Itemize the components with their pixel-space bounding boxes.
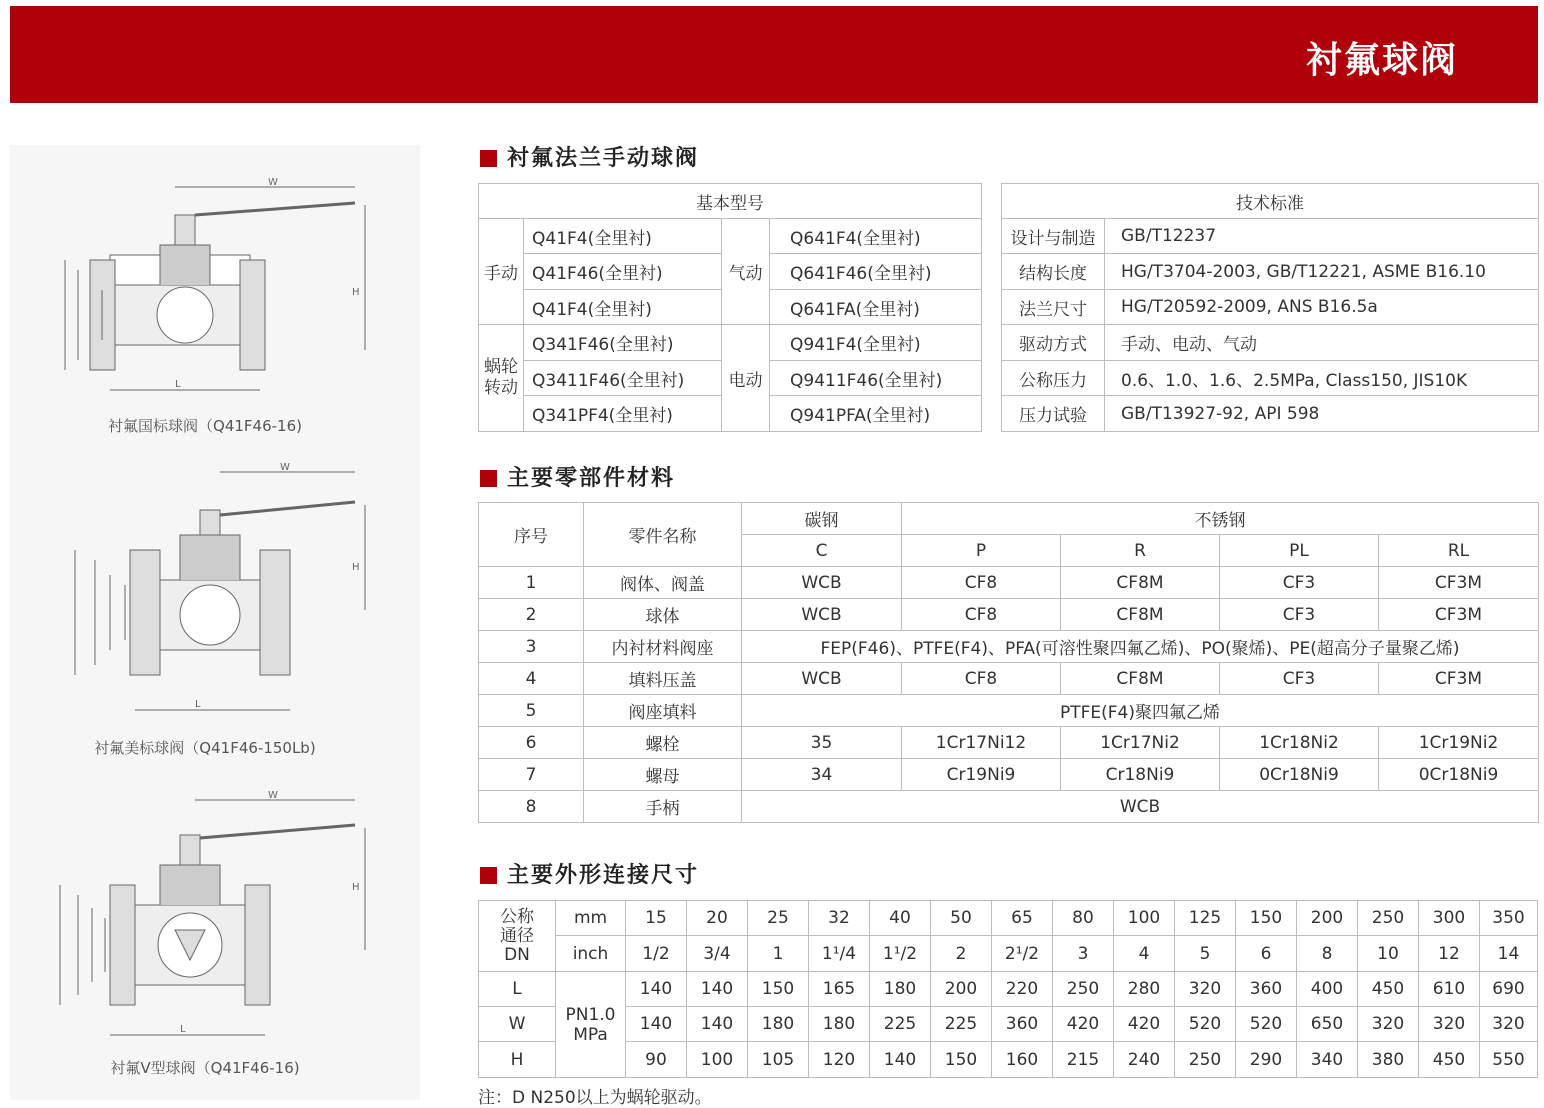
row-no: 4 bbox=[479, 663, 584, 695]
dim-cell: 2 bbox=[931, 936, 992, 972]
row-label: W bbox=[479, 1007, 556, 1042]
dim-cell: 15 bbox=[626, 901, 687, 936]
part-name: 螺母 bbox=[584, 759, 742, 791]
part-name: 手柄 bbox=[584, 791, 742, 823]
dim-cell: 32 bbox=[809, 901, 870, 936]
group-label: 气动 bbox=[722, 219, 770, 325]
model-cell: Q941F4(全里衬) bbox=[770, 325, 982, 361]
svg-text:W: W bbox=[268, 177, 278, 188]
row-no: 1 bbox=[479, 567, 584, 599]
group-label: 蜗轮 转动 bbox=[479, 325, 524, 432]
model-cell: Q341F46(全里衬) bbox=[524, 325, 722, 361]
dim-cell: 140 bbox=[687, 972, 748, 1007]
material-cell: CF3M bbox=[1379, 567, 1539, 599]
standard-value: 0.6、1.0、1.6、2.5MPa, Class150, JIS10K bbox=[1105, 361, 1539, 396]
valve-diagram-1 bbox=[10, 175, 420, 435]
footnote: 注：D N250以上为蜗轮驱动。 bbox=[478, 1088, 712, 1108]
dim-cell: 150 bbox=[931, 1042, 992, 1078]
model-cell: Q41F46(全里衬) bbox=[524, 254, 722, 290]
section-marker bbox=[480, 470, 497, 487]
page-title: 衬氟球阀 bbox=[1305, 40, 1458, 81]
svg-text:L: L bbox=[195, 699, 201, 710]
row-no: 6 bbox=[479, 727, 584, 759]
standard-value: GB/T12237 bbox=[1105, 219, 1539, 254]
material-cell: CF3M bbox=[1379, 599, 1539, 631]
dim-cell: 140 bbox=[626, 1007, 687, 1042]
dim-cell: 3 bbox=[1053, 936, 1114, 972]
dim-cell: 520 bbox=[1236, 1007, 1297, 1042]
valve-diagram-3 bbox=[10, 790, 420, 1090]
valve-drawing-2 bbox=[10, 460, 420, 760]
standard-key: 结构长度 bbox=[1002, 254, 1105, 290]
header-banner bbox=[10, 6, 1538, 103]
row-no: 2 bbox=[479, 599, 584, 631]
material-cell: WCB bbox=[742, 567, 902, 599]
material-cell: CF8M bbox=[1061, 567, 1220, 599]
valve-drawing-1 bbox=[10, 175, 420, 435]
dim-cell: 180 bbox=[809, 1007, 870, 1042]
dim-cell: 420 bbox=[1114, 1007, 1175, 1042]
drawing-caption-2: 衬氟美标球阀（Q41F46-150Lb) bbox=[94, 739, 316, 757]
svg-text:W: W bbox=[268, 790, 278, 801]
drawing-caption-1: 衬氟国标球阀（Q41F46-16) bbox=[108, 417, 302, 435]
part-name: 阀体、阀盖 bbox=[584, 567, 742, 599]
unit-label: inch bbox=[556, 936, 626, 972]
grade-header: R bbox=[1061, 535, 1220, 567]
standard-key: 法兰尺寸 bbox=[1002, 290, 1105, 325]
valve-drawing-3 bbox=[10, 790, 420, 1090]
row-no: 8 bbox=[479, 791, 584, 823]
dn-label: 公称 通径 DN bbox=[479, 901, 556, 972]
model-cell: Q641F4(全里衬) bbox=[770, 219, 982, 254]
material-cell: Cr18Ni9 bbox=[1061, 759, 1220, 791]
svg-text:W: W bbox=[280, 462, 290, 473]
grade-header: P bbox=[902, 535, 1061, 567]
standard-key: 驱动方式 bbox=[1002, 325, 1105, 361]
group-label: 电动 bbox=[722, 325, 770, 432]
dim-cell: 5 bbox=[1175, 936, 1236, 972]
section-marker bbox=[480, 867, 497, 884]
part-name: 内衬材料阀座 bbox=[584, 631, 742, 663]
row-no: 7 bbox=[479, 759, 584, 791]
section-title-models bbox=[480, 141, 699, 172]
dim-cell: 125 bbox=[1175, 901, 1236, 936]
dim-cell: 20 bbox=[687, 901, 748, 936]
header-no: 序号 bbox=[479, 503, 584, 567]
dim-cell: 180 bbox=[748, 1007, 809, 1042]
dim-cell: 690 bbox=[1480, 972, 1538, 1007]
dim-cell: 10 bbox=[1358, 936, 1419, 972]
dim-cell: 50 bbox=[931, 901, 992, 936]
standard-value: 手动、电动、气动 bbox=[1105, 325, 1539, 361]
material-span-cell: FEP(F46)、PTFE(F4)、PFA(可溶性聚四氟乙烯)、PO(聚烯)、PE(超高分子量聚乙烯) bbox=[742, 631, 1539, 663]
dim-cell: 1¹/2 bbox=[870, 936, 931, 972]
part-name: 螺栓 bbox=[584, 727, 742, 759]
dim-cell: 25 bbox=[748, 901, 809, 936]
part-name: 阀座填料 bbox=[584, 695, 742, 727]
material-cell: CF3 bbox=[1220, 663, 1379, 695]
material-cell: Cr19Ni9 bbox=[902, 759, 1061, 791]
dim-cell: 400 bbox=[1297, 972, 1358, 1007]
dim-cell: 550 bbox=[1480, 1042, 1538, 1078]
dim-cell: 250 bbox=[1053, 972, 1114, 1007]
dim-cell: 165 bbox=[809, 972, 870, 1007]
model-cell: Q9411F46(全里衬) bbox=[770, 361, 982, 396]
svg-text:H: H bbox=[352, 882, 360, 893]
dim-cell: 240 bbox=[1114, 1042, 1175, 1078]
material-cell: 35 bbox=[742, 727, 902, 759]
dim-cell: 350 bbox=[1480, 901, 1538, 936]
material-cell: 0Cr18Ni9 bbox=[1220, 759, 1379, 791]
dim-cell: 450 bbox=[1419, 1042, 1480, 1078]
dim-cell: 1 bbox=[748, 936, 809, 972]
dim-cell: 90 bbox=[626, 1042, 687, 1078]
row-label: L bbox=[479, 972, 556, 1007]
row-no: 3 bbox=[479, 631, 584, 663]
standards-header: 技术标准 bbox=[1002, 184, 1539, 219]
dim-cell: 290 bbox=[1236, 1042, 1297, 1078]
model-cell: Q941PFA(全里衬) bbox=[770, 396, 982, 432]
dim-cell: 140 bbox=[626, 972, 687, 1007]
dim-cell: 100 bbox=[687, 1042, 748, 1078]
row-no: 5 bbox=[479, 695, 584, 727]
dim-cell: 225 bbox=[870, 1007, 931, 1042]
material-cell: CF8M bbox=[1061, 599, 1220, 631]
material-cell: 1Cr19Ni2 bbox=[1379, 727, 1539, 759]
model-cell: Q641FA(全里衬) bbox=[770, 290, 982, 325]
drawing-caption-3: 衬氟V型球阀（Q41F46-16) bbox=[110, 1059, 300, 1077]
dim-cell: 40 bbox=[870, 901, 931, 936]
material-cell: CF8 bbox=[902, 567, 1061, 599]
model-cell: Q641F46(全里衬) bbox=[770, 254, 982, 290]
section-title-materials bbox=[480, 461, 675, 492]
section-title-text: 主要零部件材料 bbox=[507, 466, 676, 491]
standard-value: HG/T3704-2003, GB/T12221, ASME B16.10 bbox=[1105, 254, 1539, 290]
material-cell: WCB bbox=[742, 663, 902, 695]
dim-cell: 320 bbox=[1480, 1007, 1538, 1042]
dim-cell: 520 bbox=[1175, 1007, 1236, 1042]
dim-cell: 340 bbox=[1297, 1042, 1358, 1078]
material-cell: CF3 bbox=[1220, 599, 1379, 631]
model-header: 基本型号 bbox=[479, 184, 982, 219]
dim-cell: 360 bbox=[992, 1007, 1053, 1042]
dim-cell: 225 bbox=[931, 1007, 992, 1042]
standard-value: GB/T13927-92, API 598 bbox=[1105, 396, 1539, 432]
part-name: 填料压盖 bbox=[584, 663, 742, 695]
model-table bbox=[478, 183, 982, 432]
dim-cell: 140 bbox=[870, 1042, 931, 1078]
dim-cell: 200 bbox=[931, 972, 992, 1007]
dim-cell: 220 bbox=[992, 972, 1053, 1007]
dim-cell: 250 bbox=[1175, 1042, 1236, 1078]
material-cell: 34 bbox=[742, 759, 902, 791]
grade-header: RL bbox=[1379, 535, 1539, 567]
dim-cell: 320 bbox=[1419, 1007, 1480, 1042]
row-label: H bbox=[479, 1042, 556, 1078]
dim-cell: 150 bbox=[748, 972, 809, 1007]
dim-cell: 320 bbox=[1175, 972, 1236, 1007]
dim-cell: 1¹/4 bbox=[809, 936, 870, 972]
material-cell: 1Cr18Ni2 bbox=[1220, 727, 1379, 759]
material-cell: CF8 bbox=[902, 599, 1061, 631]
svg-text:H: H bbox=[352, 287, 360, 298]
pressure-label: PN1.0 MPa bbox=[556, 972, 626, 1078]
dim-cell: 420 bbox=[1053, 1007, 1114, 1042]
material-cell: 1Cr17Ni12 bbox=[902, 727, 1061, 759]
dim-cell: 150 bbox=[1236, 901, 1297, 936]
dim-cell: 610 bbox=[1419, 972, 1480, 1007]
dim-cell: 65 bbox=[992, 901, 1053, 936]
dim-cell: 6 bbox=[1236, 936, 1297, 972]
dim-cell: 280 bbox=[1114, 972, 1175, 1007]
standards-table bbox=[1001, 183, 1539, 432]
header-name: 零件名称 bbox=[584, 503, 742, 567]
standard-key: 设计与制造 bbox=[1002, 219, 1105, 254]
section-title-text: 衬氟法兰手动球阀 bbox=[507, 146, 700, 171]
dim-cell: 215 bbox=[1053, 1042, 1114, 1078]
materials-table bbox=[478, 502, 1539, 823]
material-cell: WCB bbox=[742, 599, 902, 631]
material-span-cell: PTFE(F4)聚四氟乙烯 bbox=[742, 695, 1539, 727]
material-cell: 1Cr17Ni2 bbox=[1061, 727, 1220, 759]
dim-cell: 380 bbox=[1358, 1042, 1419, 1078]
dim-cell: 140 bbox=[687, 1007, 748, 1042]
model-cell: Q341PF4(全里衬) bbox=[524, 396, 722, 432]
dimensions-table bbox=[478, 900, 1538, 1078]
dim-cell: 14 bbox=[1480, 936, 1538, 972]
header-stainless: 不锈钢 bbox=[902, 503, 1539, 535]
dim-cell: 250 bbox=[1358, 901, 1419, 936]
standard-key: 公称压力 bbox=[1002, 361, 1105, 396]
svg-text:H: H bbox=[352, 562, 360, 573]
dim-cell: 4 bbox=[1114, 936, 1175, 972]
standard-value: HG/T20592-2009, ANS B16.5a bbox=[1105, 290, 1539, 325]
material-cell: CF3 bbox=[1220, 567, 1379, 599]
drawings-panel bbox=[10, 145, 420, 1100]
dim-cell: 1/2 bbox=[626, 936, 687, 972]
dim-cell: 12 bbox=[1419, 936, 1480, 972]
dim-cell: 100 bbox=[1114, 901, 1175, 936]
part-name: 球体 bbox=[584, 599, 742, 631]
dim-cell: 105 bbox=[748, 1042, 809, 1078]
dim-cell: 650 bbox=[1297, 1007, 1358, 1042]
svg-text:L: L bbox=[175, 379, 181, 390]
model-cell: Q41F4(全里衬) bbox=[524, 290, 722, 325]
valve-diagram-2 bbox=[10, 460, 420, 760]
material-cell: 0Cr18Ni9 bbox=[1379, 759, 1539, 791]
section-marker bbox=[480, 150, 497, 167]
dim-cell: 360 bbox=[1236, 972, 1297, 1007]
material-cell: CF8M bbox=[1061, 663, 1220, 695]
dim-cell: 2¹/2 bbox=[992, 936, 1053, 972]
group-label: 手动 bbox=[479, 219, 524, 325]
dim-cell: 180 bbox=[870, 972, 931, 1007]
header-carbon: 碳钢 bbox=[742, 503, 902, 535]
model-cell: Q41F4(全里衬) bbox=[524, 219, 722, 254]
model-cell: Q3411F46(全里衬) bbox=[524, 361, 722, 396]
dim-cell: 300 bbox=[1419, 901, 1480, 936]
dim-cell: 3/4 bbox=[687, 936, 748, 972]
grade-header: PL bbox=[1220, 535, 1379, 567]
dim-cell: 450 bbox=[1358, 972, 1419, 1007]
dim-cell: 320 bbox=[1358, 1007, 1419, 1042]
svg-text:L: L bbox=[180, 1024, 186, 1035]
dim-cell: 120 bbox=[809, 1042, 870, 1078]
material-cell: CF8 bbox=[902, 663, 1061, 695]
unit-label: mm bbox=[556, 901, 626, 936]
dim-cell: 200 bbox=[1297, 901, 1358, 936]
material-span-cell: WCB bbox=[742, 791, 1539, 823]
section-title-text: 主要外形连接尺寸 bbox=[507, 863, 700, 888]
grade-header: C bbox=[742, 535, 902, 567]
standard-key: 压力试验 bbox=[1002, 396, 1105, 432]
dim-cell: 80 bbox=[1053, 901, 1114, 936]
section-title-dimensions bbox=[480, 858, 699, 889]
dim-cell: 8 bbox=[1297, 936, 1358, 972]
material-cell: CF3M bbox=[1379, 663, 1539, 695]
dim-cell: 160 bbox=[992, 1042, 1053, 1078]
